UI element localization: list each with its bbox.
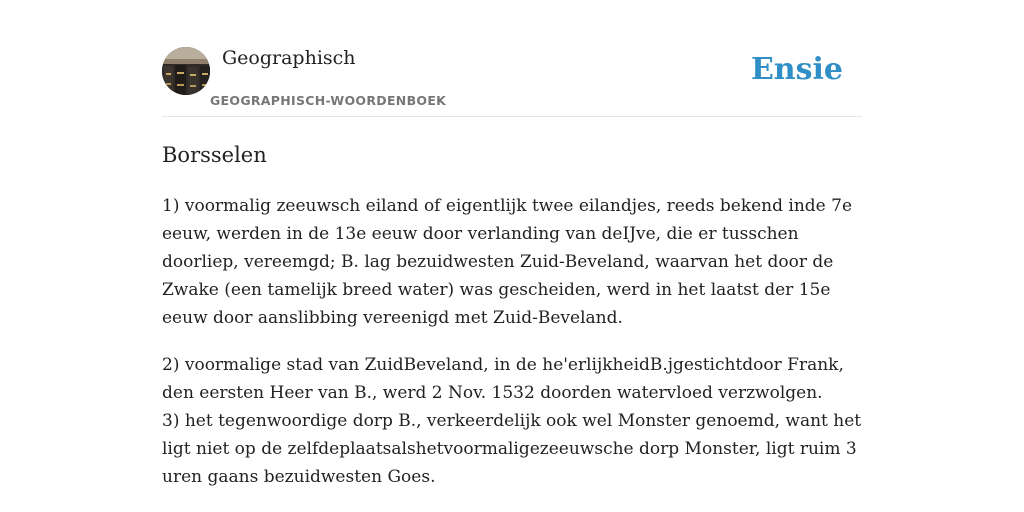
- entry-paragraph-line: 2) voormalige stad van ZuidBeveland, in de he'erlijkheidB.jgestichtdoor Frank, den eersten Heer van B., werd 2 Nov. 1532 doorden watervloed verzwolgen.: [162, 355, 844, 403]
- entry-paragraph: 1) voormalig zeeuwsch eiland of eigentlijk twee eilandjes, reeds bekend inde 7e eeuw, werden in de 13e eeuw door verlanding van deIJve, die er tusschen doorliep, vereemgd; B. lag bezuidwesten Zuid-Beveland, waarvan het door de Zwake (een tamelijk breed water) was gescheiden, werd in het laatst der 15e eeuw door aanslibbing vereenigd met Zuid-Beveland.: [162, 196, 853, 328]
- entry-title: Borsselen: [162, 143, 267, 167]
- header: [162, 0, 862, 117]
- book-spines-photo-icon: [162, 47, 210, 95]
- entry-content: [162, 192, 862, 491]
- site-title[interactable]: Geographisch: [222, 47, 356, 69]
- avatar[interactable]: [162, 47, 210, 95]
- entry-paragraph: [162, 351, 862, 491]
- entry-paragraph-line: 3) het tegenwoordige dorp B., verkeerdelijk ook wel Monster genoemd, want het ligt niet op de zelfdeplaatsalshetvoormaligezeeuwsche dorp Monster, ligt ruim 3 uren gaans bezuidwesten Goes.: [162, 411, 862, 487]
- brand-logo[interactable]: Ensie: [750, 52, 843, 87]
- site-subtitle[interactable]: GEOGRAPHISCH-WOORDENBOEK: [210, 93, 447, 108]
- page: [162, 0, 862, 487]
